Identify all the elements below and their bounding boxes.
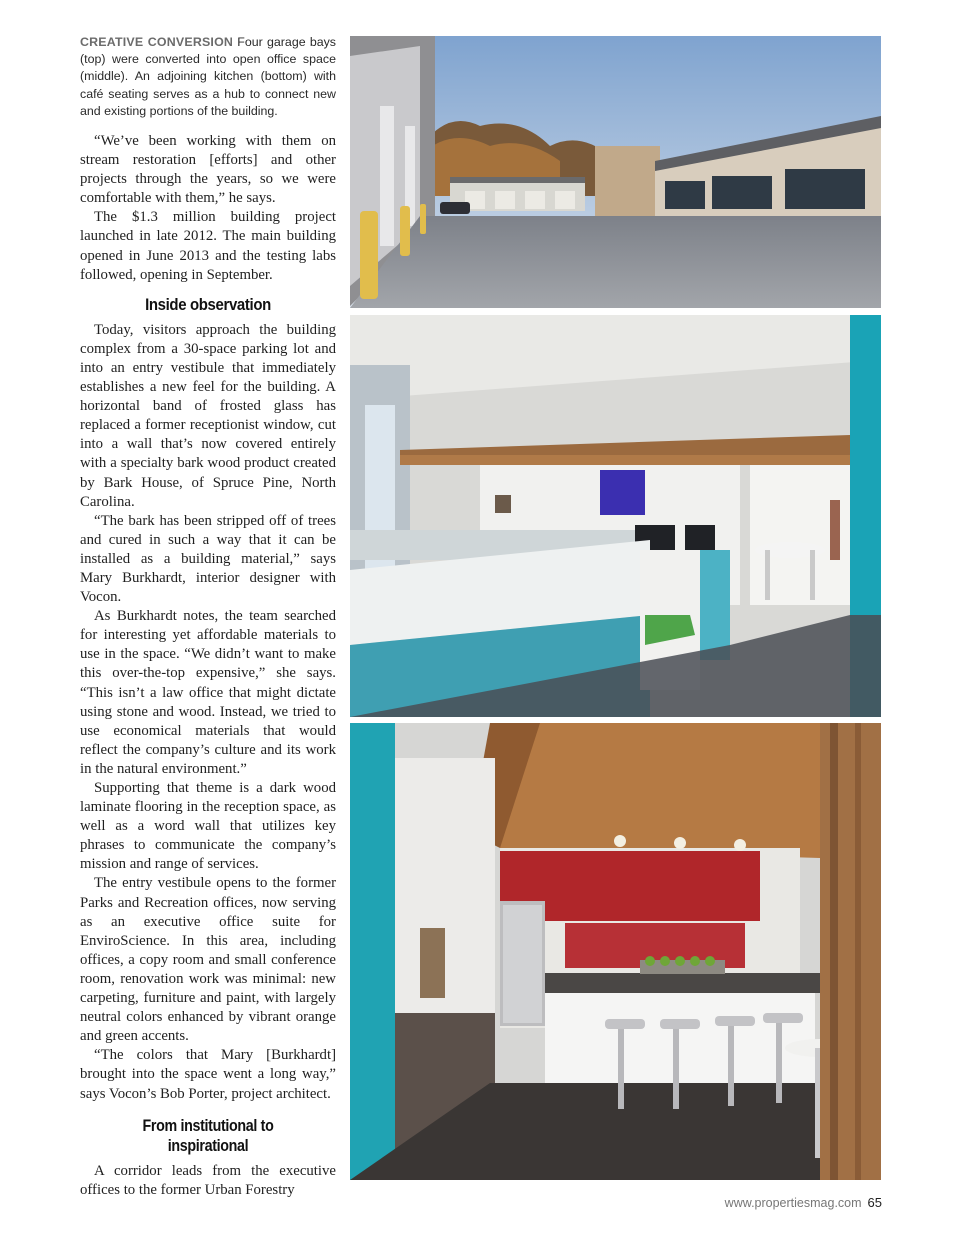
photo-caption xyxy=(80,34,336,120)
body-paragraph: “The bark has been stripped off of trees and cured in such a way that it can be installed as a building material,” says Mary Burkhardt, interior designer with Vocon. xyxy=(80,512,336,606)
section-heading: From institutional to inspirational xyxy=(142,1115,274,1155)
page-footer xyxy=(725,1195,882,1210)
kitchen-photo xyxy=(350,723,881,1180)
page-number: 65 xyxy=(867,1195,882,1210)
body-paragraph: “We’ve been working with them on stream restoration [efforts] and other projects through the years, so we were comfortable with them,” he says. xyxy=(80,133,336,207)
open-office-photo xyxy=(350,315,881,717)
website-url: www.propertiesmag.com xyxy=(724,1196,862,1210)
body-paragraph: Today, visitors approach the building complex from a 30-space parking lot and into an entry vestibule that immediately establishes a new feel for the building. A horizontal band of frosted glass has replaced a former receptionist window, cut into a wall that’s now covered entirely with a specialty bark wood product created by Bark House, of Spruce Pine, North Carolina. xyxy=(80,321,336,510)
body-paragraph: As Burkhardt notes, the team searched for interesting yet affordable materials to use in the space. “We didn’t want to make this over-the-top expensive,” she says. “This isn’t a law office that might dictate using stone and wood. Instead, we tried to use economical materials that would reflect the company’s culture and its work in the natural environment.” xyxy=(80,608,336,777)
caption-lead: CREATIVE CONVERSION xyxy=(80,35,234,49)
body-paragraph: The entry vestibule opens to the former Parks and Recreation offices, now serving as an executive office suite for EnviroScience. In this area, including offices, a copy room and small conference room, renovation work was minimal: new carpeting, furniture and paint, with largely neutral colors enhanced by vibrant orange and green accents. xyxy=(80,875,336,1045)
body-paragraph: Supporting that theme is a dark wood laminate flooring in the reception space, as well as a word wall that utilizes key phrases to communicate the company’s mission and range of services. xyxy=(80,780,336,873)
body-paragraph: The $1.3 million building project launched in late 2012. The main building opened in June 2013 and the testing labs followed, opening in September. xyxy=(80,209,336,283)
exterior-photo xyxy=(350,36,881,308)
article-column xyxy=(80,34,336,1200)
caption-text: Four garage bays (top) were converted into open office space (middle). An adjoining kitchen (bottom) with café seating serves as a hub to connect new and existing portions of the building. xyxy=(80,35,337,118)
body-paragraph: “The colors that Mary [Burkhardt] brought into the space went a long way,” says Vocon’s Bob Porter, project architect. xyxy=(80,1047,336,1102)
section-heading: Inside observation xyxy=(145,294,271,314)
body-paragraph: A corridor leads from the executive offices to the former Urban Forestry xyxy=(80,1162,336,1198)
